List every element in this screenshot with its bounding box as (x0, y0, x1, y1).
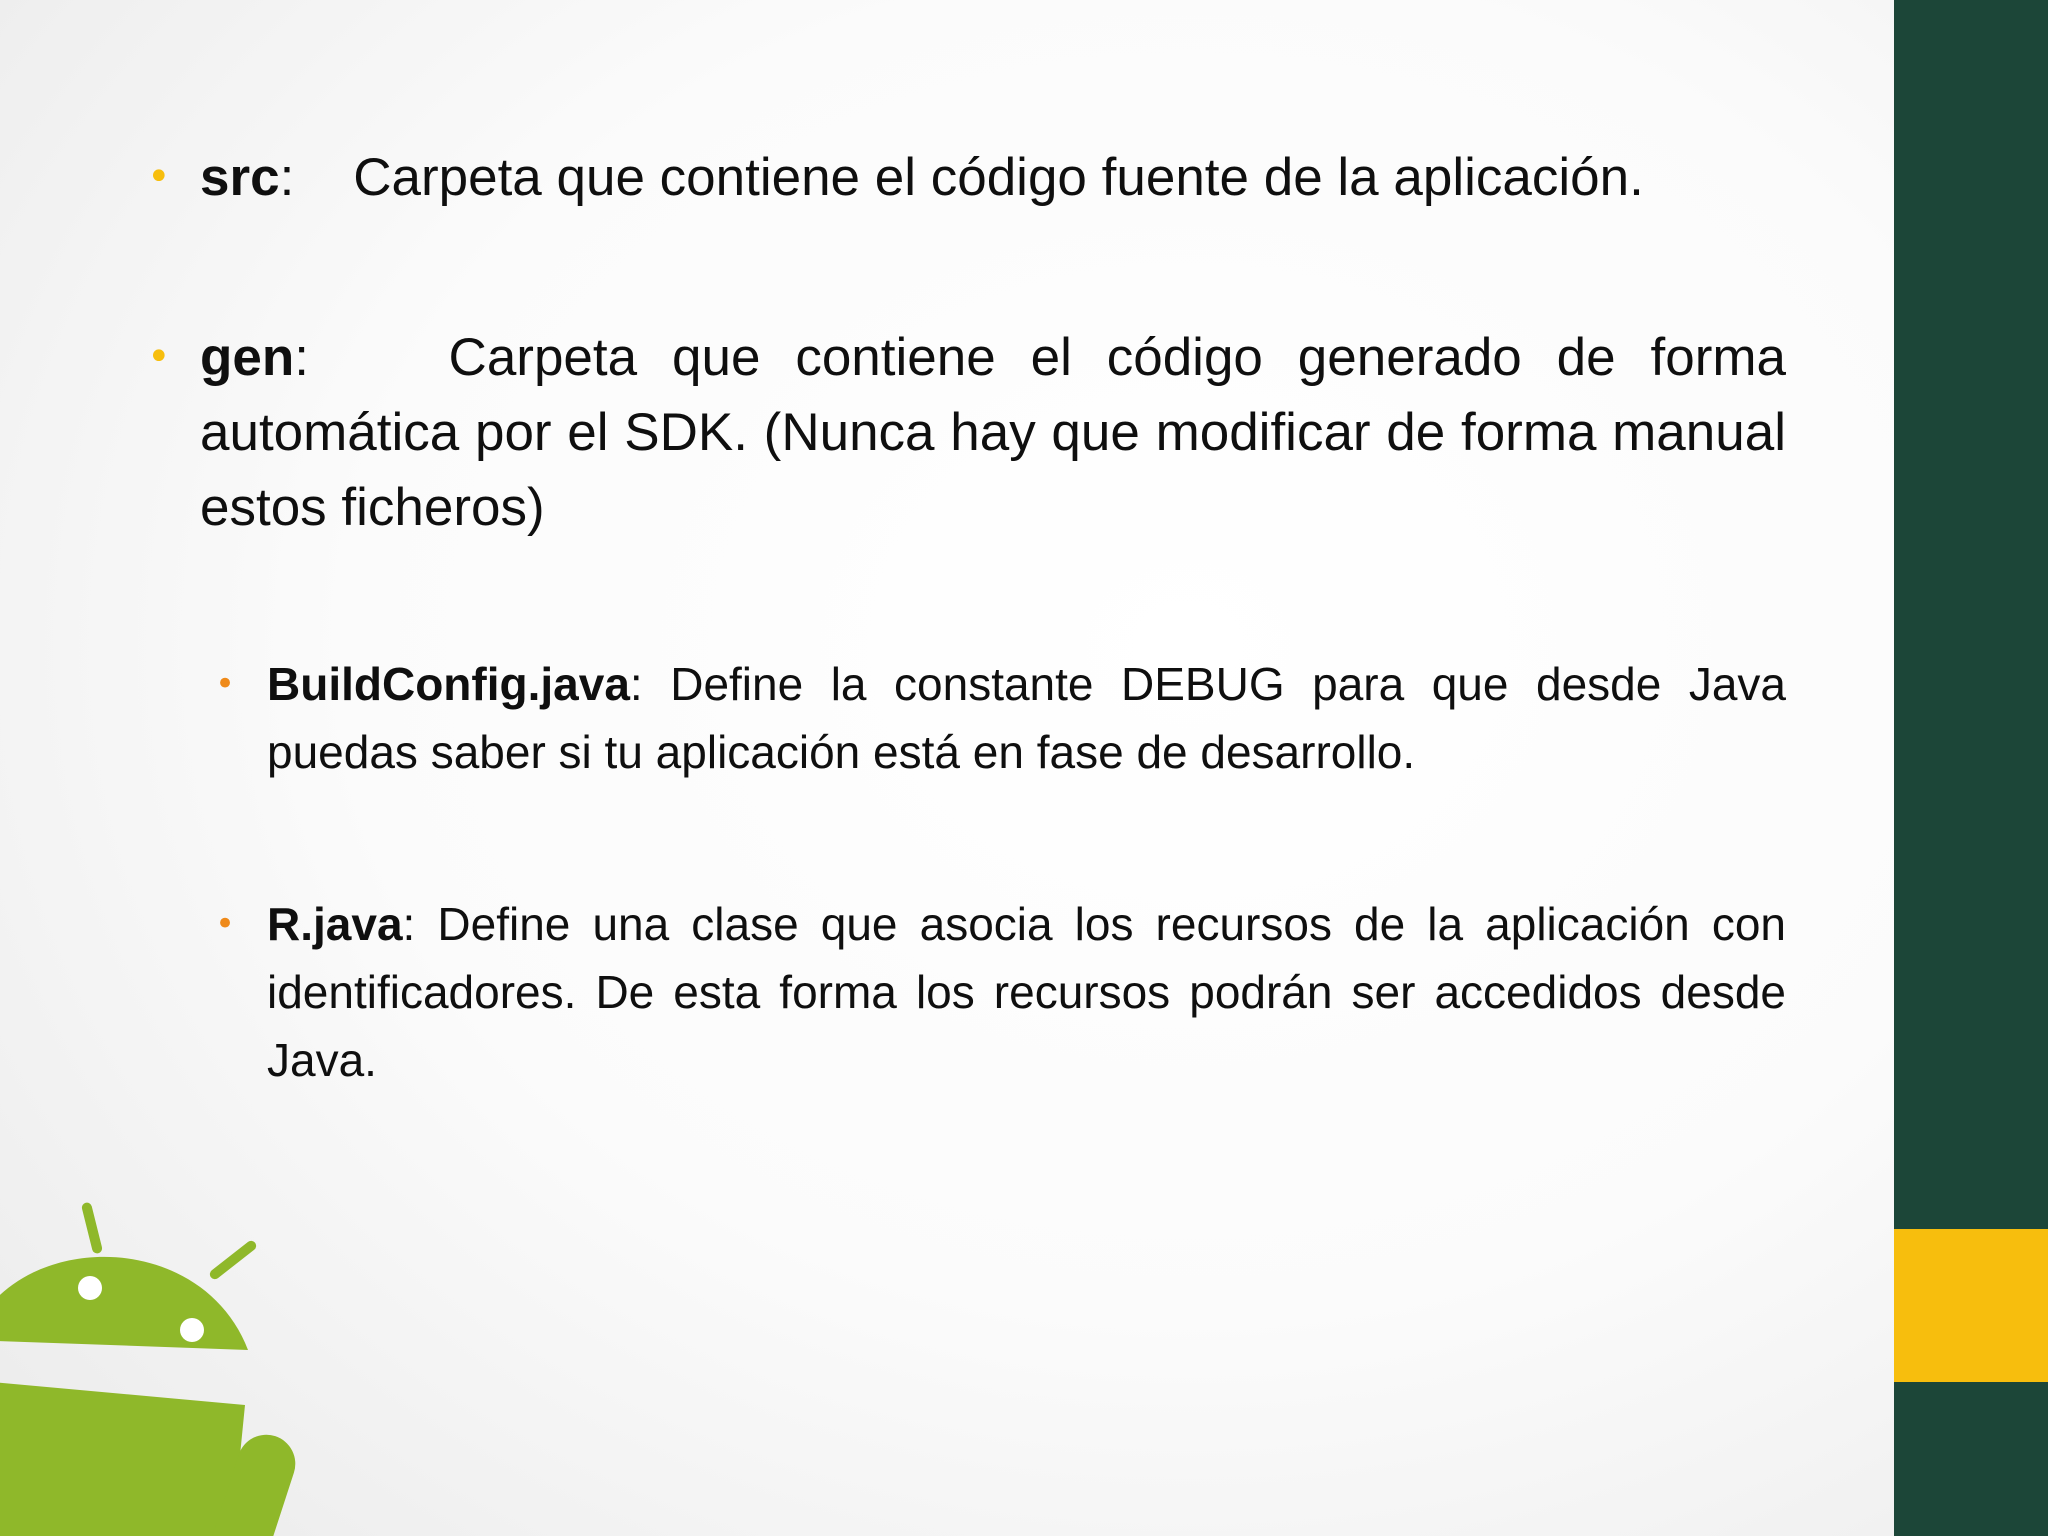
description-gen: Carpeta que contiene el código generado de forma automática por el SDK. (Nunca hay que modificar de forma manual estos ficheros) (200, 328, 1786, 537)
bullet-dot-icon: • (147, 334, 171, 380)
spacer (294, 148, 353, 207)
separator: : (629, 658, 671, 710)
bullet-gen (147, 320, 1786, 545)
spacer (309, 328, 449, 387)
sub-bullet-dot-icon: • (215, 904, 236, 944)
term-src: src (200, 148, 280, 207)
bullet-dot-icon: • (147, 154, 171, 200)
sidebar-accent (1894, 1229, 2048, 1382)
bullet-rjava (215, 890, 1786, 1094)
term-gen: gen (200, 328, 295, 387)
bullet-buildconfig (215, 650, 1787, 786)
description-rjava: Define una clase que asocia los recursos de la aplicación con identificadores. De esta forma los recursos podrán ser accedidos desde Java. (267, 898, 1786, 1086)
separator: : (294, 328, 309, 387)
bullet-src (147, 140, 1786, 215)
sub-bullet-dot-icon: • (215, 664, 236, 704)
description-src: Carpeta que contiene el código fuente de la aplicación. (353, 148, 1644, 207)
separator: : (279, 148, 295, 207)
android-robot-icon (0, 1190, 320, 1536)
term-buildconfig: BuildConfig.java (267, 658, 630, 710)
description-buildconfig: Define la constante DEBUG para que desde Java puedas saber si tu aplicación está en fase de desarrollo. (267, 658, 1787, 778)
separator: : (402, 898, 438, 950)
term-rjava: R.java (267, 898, 403, 950)
